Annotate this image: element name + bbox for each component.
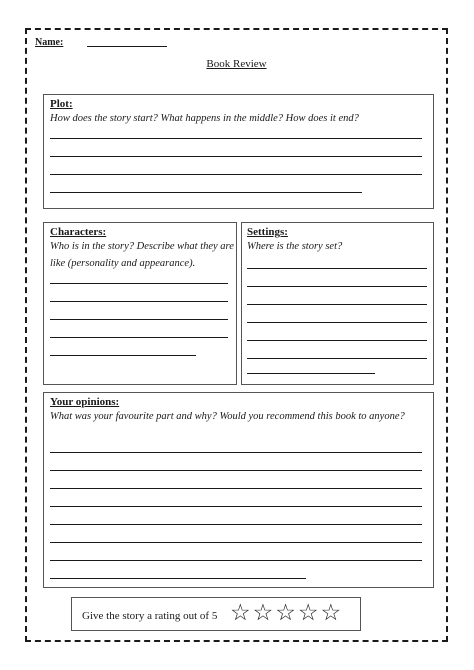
- settings-writing-line[interactable]: [247, 286, 427, 287]
- opinions-prompt: What was your favourite part and why? Would you recommend this book to anyone?: [50, 411, 405, 422]
- plot-prompt: How does the story start? What happens in the middle? How does it end?: [50, 113, 359, 124]
- settings-heading: Settings:: [247, 226, 288, 238]
- settings-writing-line[interactable]: [247, 304, 427, 305]
- opinions-writing-line[interactable]: [50, 488, 422, 489]
- characters-writing-line[interactable]: [50, 283, 228, 284]
- star-icon[interactable]: ☆: [252, 600, 274, 626]
- name-label: Name:: [35, 37, 64, 48]
- settings-writing-line[interactable]: [247, 373, 375, 374]
- characters-box: [43, 222, 237, 385]
- settings-box: [241, 222, 434, 385]
- rating-stars: [230, 599, 341, 627]
- opinions-writing-line[interactable]: [50, 452, 422, 453]
- opinions-writing-line[interactable]: [50, 542, 422, 543]
- settings-writing-line[interactable]: [247, 358, 427, 359]
- opinions-box: [43, 392, 434, 588]
- characters-writing-line[interactable]: [50, 301, 228, 302]
- rating-label: Give the story a rating out of 5: [82, 610, 218, 622]
- worksheet-border: [25, 28, 448, 642]
- plot-writing-line[interactable]: [50, 192, 362, 193]
- opinions-heading: Your opinions:: [50, 396, 120, 408]
- star-icon[interactable]: ☆: [230, 600, 251, 626]
- plot-box: [43, 94, 434, 209]
- opinions-writing-line[interactable]: [50, 560, 422, 561]
- rating-box: [71, 597, 361, 631]
- characters-writing-line[interactable]: [50, 355, 196, 356]
- opinions-writing-line[interactable]: [50, 506, 422, 507]
- opinions-writing-line[interactable]: [50, 524, 422, 525]
- opinions-writing-line[interactable]: [50, 470, 422, 471]
- settings-writing-line[interactable]: [247, 268, 427, 269]
- opinions-writing-line[interactable]: [50, 578, 306, 579]
- settings-writing-line[interactable]: [247, 322, 427, 323]
- characters-heading: Characters:: [50, 226, 107, 238]
- characters-writing-line[interactable]: [50, 337, 228, 338]
- page-title: Book Review: [206, 58, 267, 70]
- star-icon[interactable]: ☆: [275, 600, 296, 626]
- settings-prompt: Where is the story set?: [247, 241, 343, 252]
- plot-writing-line[interactable]: [50, 138, 422, 139]
- plot-writing-line[interactable]: [50, 156, 422, 157]
- star-icon[interactable]: ☆: [297, 600, 319, 626]
- characters-prompt: Who is in the story? Describe what they are like (personality and appearance).: [50, 241, 234, 269]
- star-icon[interactable]: ☆: [320, 600, 342, 626]
- plot-heading: Plot:: [50, 98, 73, 110]
- name-field-line[interactable]: [87, 46, 167, 47]
- plot-writing-line[interactable]: [50, 174, 422, 175]
- characters-writing-line[interactable]: [50, 319, 228, 320]
- settings-writing-line[interactable]: [247, 340, 427, 341]
